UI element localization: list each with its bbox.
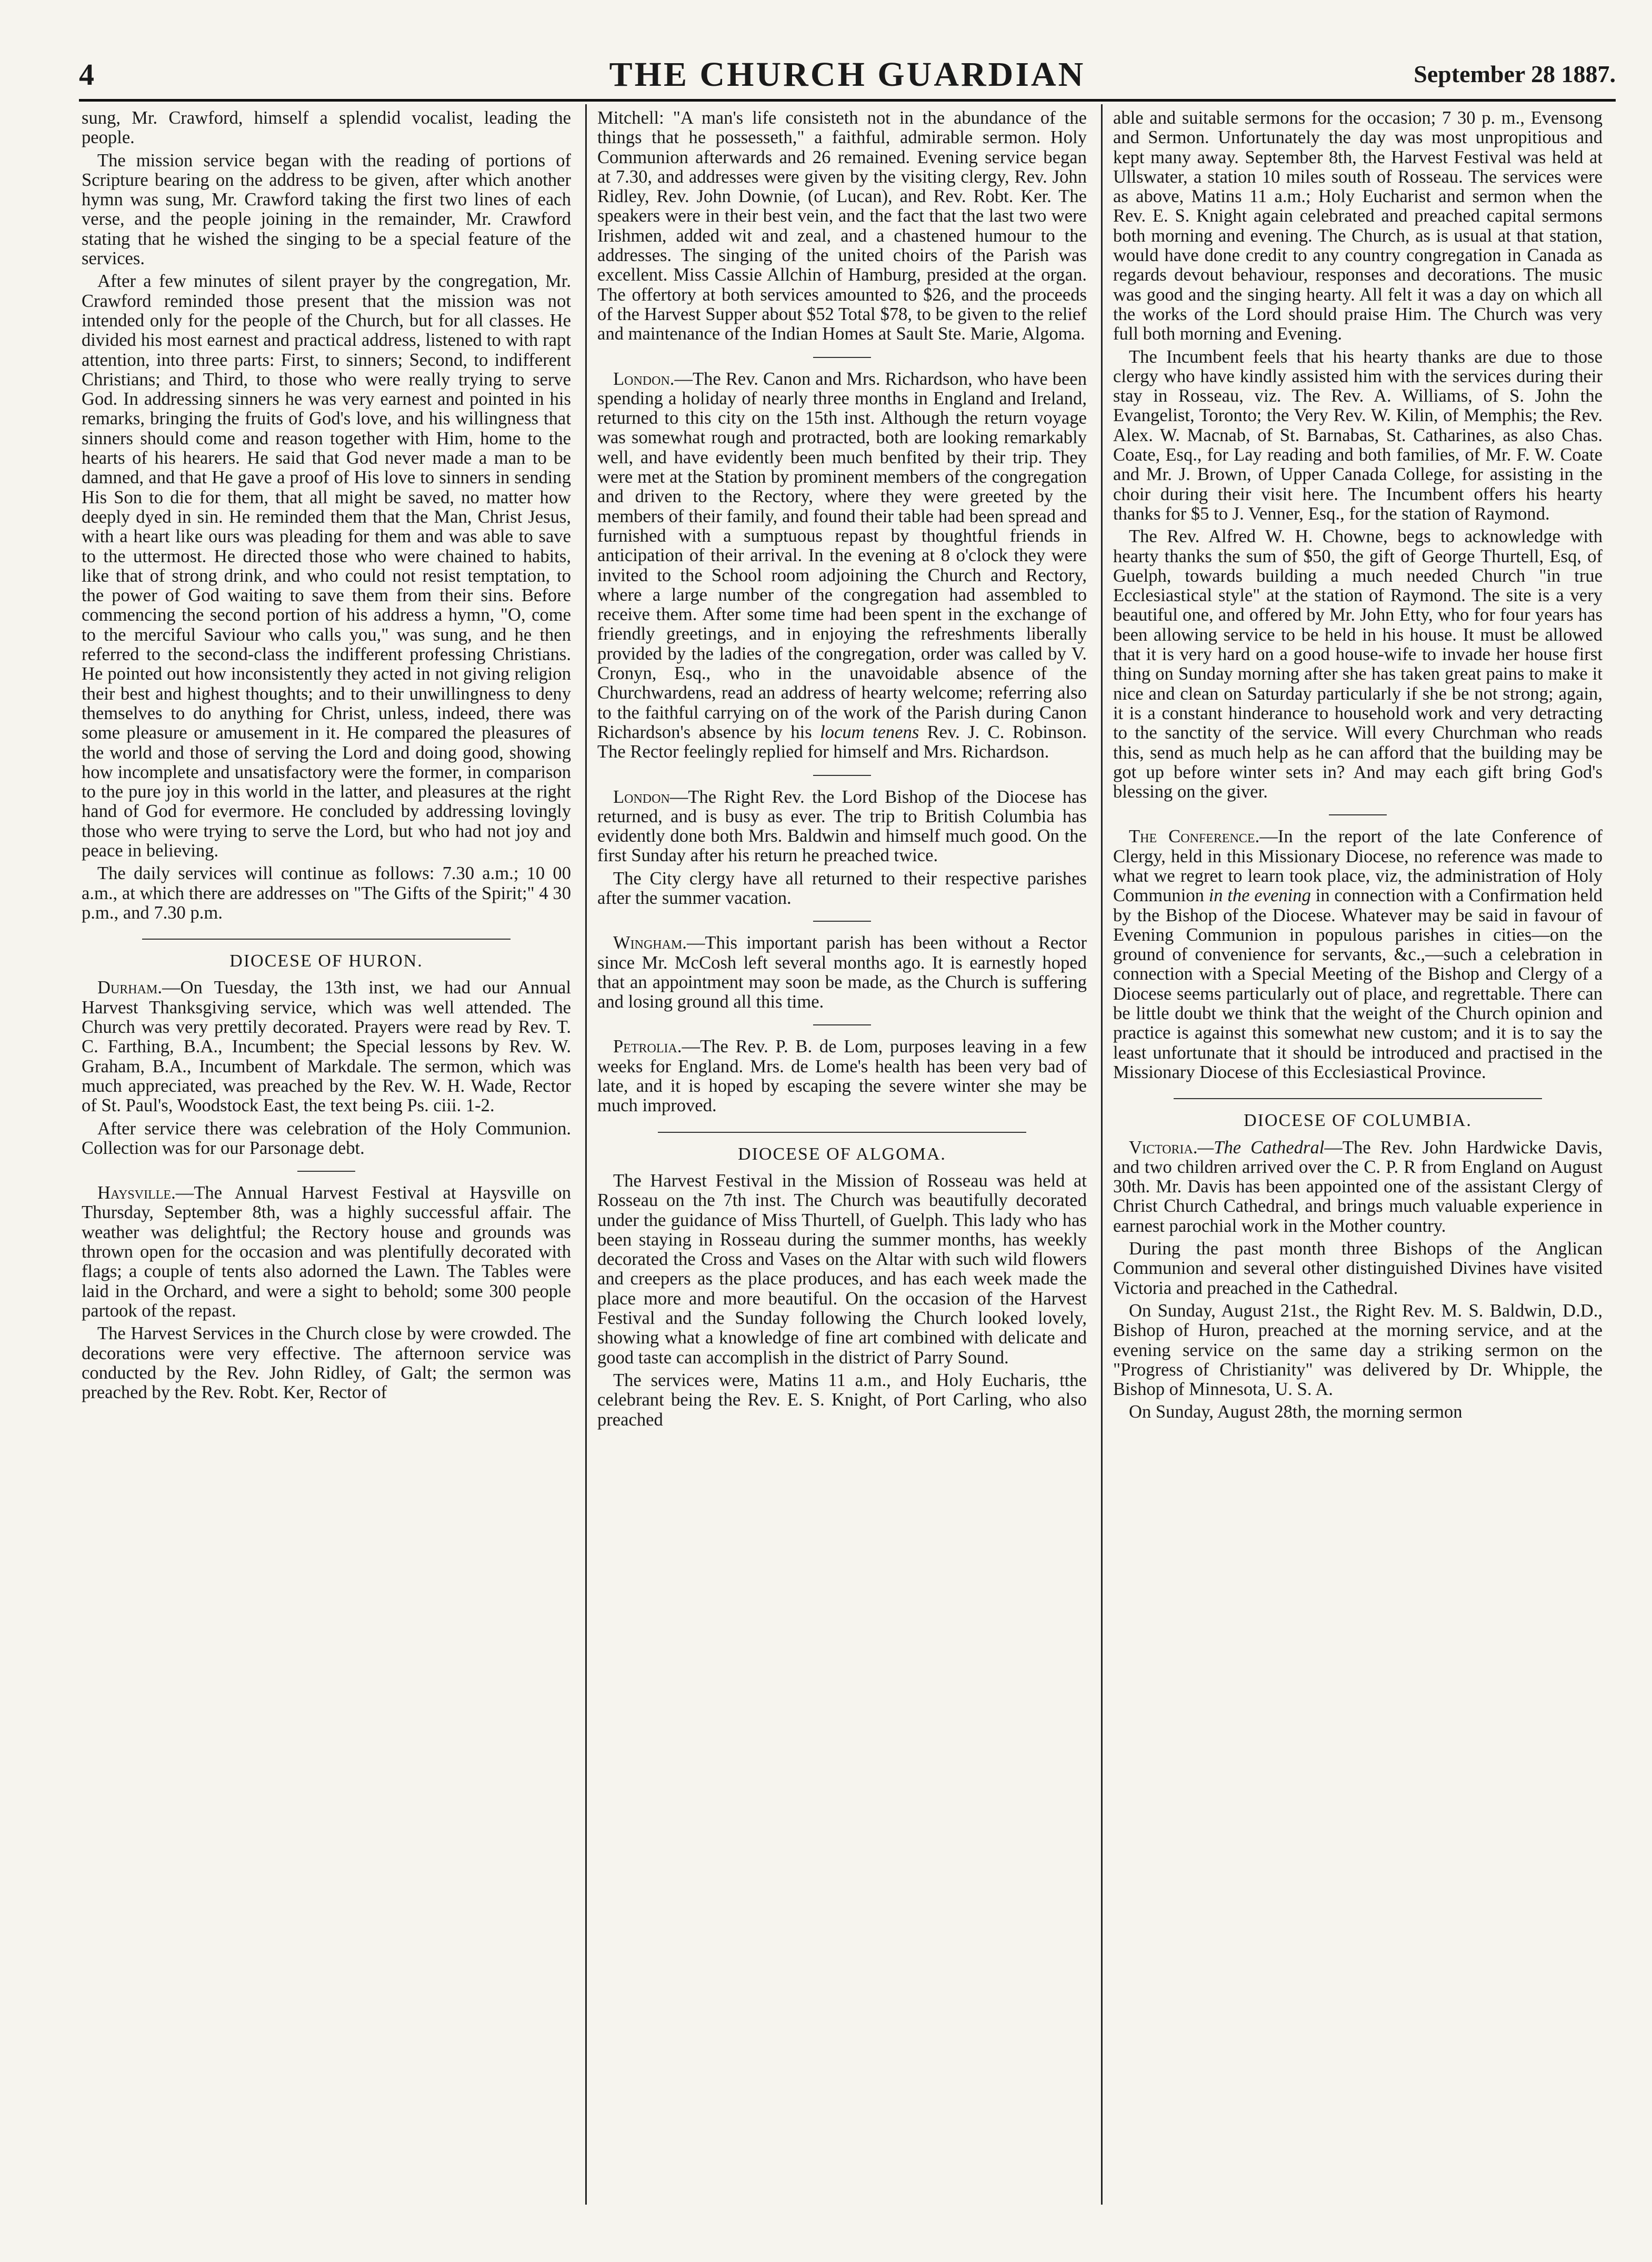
paragraph: The Harvest Festival in the Mission of Rosseau was held at Rosseau on the 7th inst. The Church was beautifully decorated under the guidance of Miss Thurtell, of Guelph. This lady who has been staying in Rosseau during the summer months, has weekly decorated the Cross and Vases on the Altar with such wild flowers and creepers as the place produces, and has each week made the place more and more beautiful. On the occasion of the Harvest Festival and the Sunday following the Church looked lovely, showing what a knowledge of fine art combined with delicate and good taste can accomplish in the district of Parry Sound. [597, 1170, 1087, 1368]
section-rule [1174, 1098, 1542, 1099]
article-text: in connection with a Confirmation held by the Bishop of the Diocese. Whatever may be said in favour of Evening Communion in populous parishes in cities—on the ground of convenience for servants, &c.,—such a celebration in connection with a Special Meeting of the Bishop and Clergy of a Diocese seems particularly out of place, and regrettable. There can be little doubt we think that the weight of the Church opinion and practice is against this somewhat new custom; and it is to say the least unfortunate that it should be introduced and practised in the Missionary Diocese of this Ecclesiastical Province. [1113, 885, 1603, 1082]
paragraph: After service there was celebration of the Holy Communion. Collection was for our Parsonage debt. [82, 1118, 571, 1158]
paragraph: On Sunday, August 28th, the morning sermon [1129, 1402, 1463, 1422]
dateline: Victoria. [1129, 1137, 1198, 1158]
paragraph: able and suitable sermons for the occasion; 7 30 p. m., Evensong and Sermon. Unfortunately the day was most unpropitious and kept many away. September 8th, the Harvest Festival was held at Ullswater, a station 10 miles south of Rosseau. The services were as above, Matins 11 a.m.; Holy Eucharist and sermon when the Rev. E. S. Knight again celebrated and preached capital sermons both morning and evening. The Church, as is usual at that station, would have done credit to any country congregation in Canada as regards devout behaviour, responses and decorations. The music was good and the singing hearty. All felt it was a day on which all the works of the Lord should praise Him. The Church was very full both morning and Evening. [1113, 108, 1603, 344]
article-text: —In the report of the late Conference of Clergy, held in this Missionary Diocese, no reference was made to what we regret to learn took place, viz, the administration of Holy Communion [1113, 826, 1603, 906]
dateline: Durham. [97, 978, 162, 998]
paragraph: After a few minutes of silent prayer by the congregation, Mr. Crawford reminded those present that the mission was not intended only for the people of the Church, but for all classes. He divided his most earnest and practical address, listened to with rapt attention, into three parts: First, to sinners; Second, to indifferent Christians; and Third, to those who were really trying to serve God. In addressing sinners he was very earnest and pointed in his remarks, bringing the fruits of God's love, and his willingness that sinners should come and reason together with Him, home to the hearts of his hearers. He said that God never made a man to be damned, and that He gave a proof of His love to sinners in sending His Son to die for them, that all might be saved, no matter how deeply dyed in sin. He reminded them that the Man, Christ Jesus, with a heart like ours was pleading for them and was able to save to the uttermost. He directed those who were chained to habits, like that of strong drink, and who could not resist temptation, to the power of God waiting to save them from their sins. Before commencing the second portion of his address a hymn, "O, come to the merciful Saviour who calls you," was sung, and he then referred to the second-class the indifferent professing Christians. He pointed out how inconsistently they acted in not giving religion their best and highest thoughts; and to their unwillingness to deny themselves to do anything for Christ, unless, indeed, there was some pleasure or amusement in it. He compared the pleasures of the world and those of serving the Lord and doing good, showing how incomplete and unsatisfactory were the former, in comparison to the pure joy in this world in the latter, and pleasures at the right hand of God for evermore. He concluded by addressing lovingly those who were trying to serve the Lord, but who had not joy and peace in believing. [82, 271, 571, 861]
section-heading-algoma: DIOCESE OF ALGOMA. [738, 1144, 946, 1164]
paragraph: The Incumbent feels that his hearty thanks are due to those clergy who have kindly assisted him with the services during their stay in Rosseau, viz. The Rev. A. Williams, of S. John the Evangelist, Toronto; the Very Rev. W. Kilin, of Memphis; the Rev. Alex. W. Macnab, of St. Barnabas, St. Catharines, as also Chas. Coate, Esq., for Lay reading and both families, of Mr. F. W. Coate and Mr. J. Brown, of Upper Canada College, for assisting in the choir during their visit here. The Incumbent offers his hearty thanks for $5 to J. Venner, Esq., for the station of Raymond. [1113, 346, 1603, 524]
article-haysville [82, 1183, 571, 1321]
article-text: Rev. J. C. Robinson. The Rector feelingly replied for himself and Mrs. Richardson. [597, 722, 1087, 762]
article-victoria [1113, 1138, 1603, 1236]
paragraph: The services were, Matins 11 a.m., and Holy Eucharis, tthe celebrant being the Rev. E. S. Knight, of Port Carling, who also preached [597, 1370, 1087, 1430]
article-separator [1329, 814, 1387, 815]
column-1 [82, 108, 571, 1406]
paragraph: During the past month three Bishops of the Anglican Communion and several other distinguished Divines have visited Victoria and preached in the Cathedral. [1113, 1239, 1603, 1298]
article-durham [82, 978, 571, 1115]
article-text: —The Rev. Canon and Mrs. Richardson, who have been spending a holiday of nearly three months in England and Ireland, returned to this city on the 15th inst. Although the return voyage was somewhat rough and protracted, both are looking remarkably well, and have evidently been much benfited by their trip. They were met at the Station by prominent members of the congregation and driven to the Rectory, where they were greeted by the members of their family, and found their table had been spread and furnished with a sumptuous repast by thoughtful friends in anticipation of their arrival. In the evening at 8 o'clock they were invited to the School room adjoining the Church and Rectory, where a large number of the congregation had assembled to receive them. After some time had been spent in the exchange of friendly greetings, and in enjoying the refreshments liberally provided by the ladies of the congregation, order was called by V. Cronyn, Esq., who in the unavoidable absence of the Churchwardens, read an address of hearty welcome; referring also to the faithful carrying on of the work of the Parish during Canon Richardson's absence by his [597, 368, 1087, 742]
article-london-bishop [597, 788, 1087, 866]
column-divider [1101, 104, 1103, 2205]
article-text: —The Rev. John Hardwicke Davis, and two children arrived over the C. P. R from England on August 30th. Mr. Davis has been appointed one of the assistant Clergy of Christ Church Cathedral, and brings much valuable experience in earnest parochial work in the Mother country. [1113, 1137, 1603, 1236]
article-text: —The Annual Harvest Festival at Haysville on Thursday, September 8th, was a highly successful affair. The weather was delightful; the Rectory house and grounds was thrown open for the occasion and was plentifully decorated with flags; a couple of tents also adorned the Lawn. The Tables were laid in the Orchard, and were a sight to behold; some 300 people partook of the repast. [82, 1183, 571, 1321]
article-separator [297, 1171, 355, 1172]
section-heading-columbia: DIOCESE OF COLUMBIA. [1244, 1111, 1472, 1131]
paragraph: On Sunday, August 21st., the Right Rev. M. S. Baldwin, D.D., Bishop of Huron, preached at the morning service, and at the evening service on the same day a striking sermon on the "Progress of Christianity" was delivered by Dr. Whipple, the Bishop of Minnesota, U. S. A. [1113, 1300, 1603, 1400]
column-2 [597, 108, 1087, 1433]
section-rule [142, 939, 510, 940]
article-separator [813, 775, 871, 776]
dateline: Petrolia. [613, 1037, 682, 1057]
dateline: London [613, 786, 670, 807]
column-3 [1113, 108, 1603, 1426]
section-rule [658, 1132, 1026, 1133]
article-text: —On Tuesday, the 13th inst, we had our Annual Harvest Thanksgiving service, which was well attended. The Church was very prettily decorated. Prayers were read by Rev. T. C. Farthing, B.A., Incumbent; the Special lessons by Rev. W. Graham, B.A., Incumbent of Markdale. The sermon, which was much appreciated, was preached by the Rev. W. H. Wade, Rector of St. Paul's, Woodstock East, the text being Ps. ciii. 1-2. [82, 978, 571, 1116]
page-header [79, 57, 1616, 94]
article-separator [813, 1024, 871, 1025]
dateline: The Conference. [1129, 826, 1260, 847]
article-london [597, 370, 1087, 762]
article-petrolia [597, 1037, 1087, 1115]
article-text: —This important parish has been without a Rector since Mr. McCosh left several months ago. It is earnestly hoped that an appointment may soon be made, as the Church is suffering and losing ground all this time. [597, 933, 1087, 1012]
header-rule [79, 99, 1616, 102]
article-conference [1113, 827, 1603, 1082]
section-heading-huron: DIOCESE OF HURON. [229, 951, 423, 971]
article-text: —The Right Rev. the Lord Bishop of the Diocese has returned, and is busy as ever. The trip to British Columbia has evidently done both Mrs. Baldwin and himself much good. On the first Sunday after his return he preached twice. [597, 786, 1087, 866]
italic-phrase: in the evening [1208, 885, 1311, 906]
article-separator [813, 357, 871, 358]
article-separator [813, 921, 871, 922]
page-number: 4 [79, 57, 94, 92]
article-wingham [597, 933, 1087, 1012]
paragraph: Mitchell: "A man's life consisteth not in the abundance of the things that he possesseth," a faithful, admirable sermon. Holy Communion afterwards and 26 remained. Evening service began at 7.30, and addresses were given by the visiting clergy, Rev. John Ridley, Rev. John Downie, (of Lucan), and Rev. Robt. Ker. The speakers were in their best vein, and the fact that the last two were Irishmen, added wit and zeal, and a chastened humour to the addresses. The singing of the united choirs of the Parish was excellent. Miss Cassie Allchin of Hamburg, presided at the organ. The offertory at both services amounted to $26, and the proceeds of the Harvest Supper about $52 Total $78, to be given to the relief and maintenance of the Indian Homes at Sault Ste. Marie, Algoma. [597, 108, 1087, 344]
paragraph: The Harvest Services in the Church close by were crowded. The decorations were very effective. The afternoon service was conducted by the Rev. John Ridley, of Galt; the sermon was preached by the Rev. Robt. Ker, Rector of [82, 1323, 571, 1403]
dateline: London. [613, 368, 675, 389]
column-divider [585, 104, 587, 2205]
italic-phrase: locum tenens [820, 722, 919, 742]
article-text: —The Rev. P. B. de Lom, purposes leaving in a few weeks for England. Mrs. de Lome's health has been very bad of late, and it is hoped by escaping the severe winter she may be much improved. [597, 1037, 1087, 1116]
masthead: THE CHURCH GUARDIAN [609, 55, 1086, 94]
paragraph: The mission service began with the reading of portions of Scripture bearing on the address to be given, after which another hymn was sung, Mr. Crawford taking the first two lines of each verse, and the people joining in the remainder, Mr. Crawford stating that he wished the singing to be a special feature of the services. [82, 150, 571, 269]
paragraph: The Rev. Alfred W. H. Chowne, begs to acknowledge with hearty thanks the sum of $50, the gift of George Thurtell, Esq, of Guelph, towards building a much needed Church "in true Ecclesiastical style" at the station of Raymond. The site is a very beautiful one, and offered by Mr. John Etty, who for four years has been allowing service to be held in his house. It must be allowed that it is very hard on a good house-wife to invade her house first thing on Sunday morning after she has taken great pains to make it nice and clean on Saturday particularly if she be not strong; again, it is a constant hinderance to household work and very detracting to the sanctity of the service. Will every Churchman who reads this, send as much help as he can afford that the building may be got up before winter sets in? And may each gift bring God's blessing on the giver. [1113, 526, 1603, 802]
dateline: Haysville. [97, 1183, 176, 1203]
paragraph: The daily services will continue as follows: 7.30 a.m.; 10 00 a.m., at which there are addresses on "The Gifts of the Spirit;" 4 30 p.m., and 7.30 p.m. [82, 863, 571, 923]
dateline: Wingham. [613, 933, 687, 953]
italic-phrase: —The Cathedral [1197, 1137, 1325, 1158]
paragraph: sung, Mr. Crawford, himself a splendid vocalist, leading the people. [82, 108, 571, 148]
issue-date: September 28 1887. [1414, 61, 1616, 87]
paragraph: The City clergy have all returned to their respective parishes after the summer vacation. [597, 868, 1087, 908]
